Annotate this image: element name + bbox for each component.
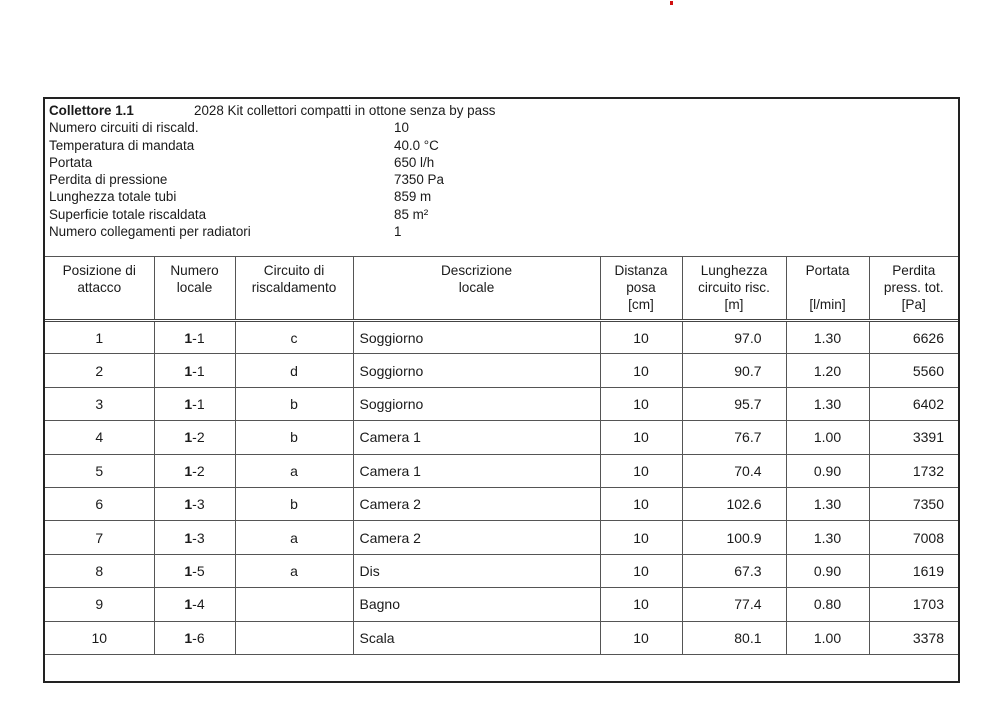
cell-flow-rate: 1.30 (786, 387, 869, 420)
room-number-main: 1 (184, 462, 193, 479)
cell-circuit-length: 90.7 (682, 354, 786, 387)
room-number-main: 1 (184, 529, 193, 546)
table-row (45, 588, 958, 621)
column-header-line: locale (458, 280, 495, 295)
cell-spacing: 10 (600, 554, 682, 587)
cell-room-description: Camera 2 (353, 487, 600, 520)
cell-spacing: 10 (600, 321, 682, 354)
column-header (353, 257, 600, 321)
room-number-main: 1 (184, 429, 193, 446)
room-number-suffix: -4 (192, 596, 205, 613)
cell-room-number (154, 487, 235, 520)
cell-spacing: 10 (600, 487, 682, 520)
room-number-suffix: -2 (192, 429, 205, 446)
cell-flow-rate: 0.90 (786, 554, 869, 587)
circuits-table (45, 256, 958, 655)
detail-row (45, 171, 958, 188)
column-header-line: [l/min] (809, 297, 846, 312)
detail-row (45, 223, 958, 240)
cell-pressure-loss: 3378 (869, 621, 958, 654)
column-header-line: Distanza (614, 263, 668, 278)
room-number-suffix: -5 (192, 562, 205, 579)
detail-label: Superficie totale riscaldata (49, 206, 207, 222)
collector-title: Collettore 1.1 (49, 103, 134, 118)
detail-label: Portata (49, 154, 93, 170)
cell-flow-rate: 1.00 (786, 421, 869, 454)
room-number-main: 1 (184, 329, 193, 346)
column-header-line: Perdita (892, 263, 936, 278)
room-number-suffix: -1 (192, 395, 205, 412)
room-number-main: 1 (184, 362, 193, 379)
table-row (45, 621, 958, 654)
table-row (45, 487, 958, 520)
table-row (45, 521, 958, 554)
cell-pressure-loss: 1619 (869, 554, 958, 587)
cell-flow-rate: 1.30 (786, 321, 869, 354)
column-header-line: circuito risc. (698, 280, 770, 295)
cell-spacing: 10 (600, 421, 682, 454)
detail-value: 7350 Pa (394, 172, 444, 188)
cell-spacing: 10 (600, 521, 682, 554)
collector-sheet (43, 97, 960, 683)
room-number-suffix: -6 (192, 629, 205, 646)
cell-room-number (154, 454, 235, 487)
detail-row (45, 119, 958, 136)
cell-flow-rate: 0.80 (786, 588, 869, 621)
cell-pressure-loss: 7350 (869, 487, 958, 520)
collector-product: 2028 Kit collettori compatti in ottone senza by pass (194, 103, 496, 118)
detail-row (45, 154, 958, 171)
column-header (45, 257, 154, 321)
cell-position: 6 (45, 487, 154, 520)
table-row (45, 554, 958, 587)
detail-label: Perdita di pressione (49, 172, 168, 188)
column-header-line: [m] (724, 297, 744, 312)
column-header (682, 257, 786, 321)
cell-circuit: a (235, 521, 353, 554)
detail-value: 85 m² (394, 206, 429, 222)
cell-circuit: a (235, 554, 353, 587)
cell-position: 3 (45, 387, 154, 420)
cell-spacing: 10 (600, 621, 682, 654)
column-header-line: posa (626, 280, 656, 295)
room-number-suffix: -3 (192, 496, 205, 513)
cell-circuit-length: 77.4 (682, 588, 786, 621)
room-number-main: 1 (184, 496, 193, 513)
room-number-suffix: -1 (192, 329, 205, 346)
column-header-line: press. tot. (883, 280, 944, 295)
table-body (45, 321, 958, 655)
cell-spacing: 10 (600, 387, 682, 420)
column-header-line: locale (176, 280, 213, 295)
cell-position: 4 (45, 421, 154, 454)
column-header (235, 257, 353, 321)
detail-value: 859 m (394, 189, 432, 205)
column-header (600, 257, 682, 321)
collector-title-row (45, 102, 958, 119)
column-header (869, 257, 958, 321)
room-number-suffix: -2 (192, 462, 205, 479)
cell-room-number (154, 354, 235, 387)
cell-position: 2 (45, 354, 154, 387)
cell-position: 5 (45, 454, 154, 487)
detail-value: 650 l/h (394, 154, 435, 170)
cell-pressure-loss: 6402 (869, 387, 958, 420)
column-header-line: Descrizione (440, 263, 512, 278)
column-header-line: [cm] (628, 297, 654, 312)
cell-room-description: Camera 1 (353, 421, 600, 454)
room-number-main: 1 (184, 629, 193, 646)
cell-circuit-length: 67.3 (682, 554, 786, 587)
cell-room-description: Dis (353, 554, 600, 587)
room-number-suffix: -1 (192, 362, 205, 379)
cell-circuit-length: 80.1 (682, 621, 786, 654)
cell-flow-rate: 1.30 (786, 487, 869, 520)
cell-room-description: Bagno (353, 588, 600, 621)
cell-position: 10 (45, 621, 154, 654)
cell-room-number (154, 387, 235, 420)
cell-circuit (235, 588, 353, 621)
detail-value: 1 (394, 224, 402, 240)
cell-room-description: Scala (353, 621, 600, 654)
detail-value: 10 (394, 120, 409, 136)
table-header-row (45, 257, 958, 321)
detail-label: Numero circuiti di riscald. (49, 120, 199, 136)
cell-position: 9 (45, 588, 154, 621)
cell-pressure-loss: 1732 (869, 454, 958, 487)
cell-spacing: 10 (600, 588, 682, 621)
cell-flow-rate: 0.90 (786, 454, 869, 487)
detail-value: 40.0 °C (394, 137, 439, 153)
column-header-line: Posizione di (62, 263, 136, 278)
cell-flow-rate: 1.30 (786, 521, 869, 554)
cell-circuit: d (235, 354, 353, 387)
column-header-line: Numero (170, 263, 219, 278)
cell-circuit: c (235, 321, 353, 354)
table-row (45, 354, 958, 387)
detail-row (45, 188, 958, 205)
table-row (45, 421, 958, 454)
detail-label: Lunghezza totale tubi (49, 189, 177, 205)
collector-info (45, 99, 958, 256)
room-number-main: 1 (184, 596, 193, 613)
cell-room-number (154, 321, 235, 354)
column-header-line: riscaldamento (251, 280, 337, 295)
cell-pressure-loss: 1703 (869, 588, 958, 621)
detail-label: Temperatura di mandata (49, 137, 195, 153)
column-header-line: Circuito di (263, 263, 325, 278)
cell-circuit-length: 100.9 (682, 521, 786, 554)
cell-room-description: Camera 2 (353, 521, 600, 554)
cell-circuit: b (235, 421, 353, 454)
room-number-main: 1 (184, 395, 193, 412)
column-header-line: attacco (77, 280, 122, 295)
column-header-line: [Pa] (901, 297, 926, 312)
cell-room-number (154, 588, 235, 621)
table-row (45, 454, 958, 487)
collector-details (45, 119, 958, 240)
cell-room-number (154, 621, 235, 654)
cell-pressure-loss: 3391 (869, 421, 958, 454)
column-header (786, 257, 869, 321)
cell-spacing: 10 (600, 454, 682, 487)
column-header-line: Portata (805, 263, 850, 278)
detail-row (45, 206, 958, 223)
red-dot-mark (670, 1, 673, 5)
cell-room-description: Camera 1 (353, 454, 600, 487)
cell-position: 1 (45, 321, 154, 354)
cell-circuit: b (235, 387, 353, 420)
cell-position: 7 (45, 521, 154, 554)
detail-label: Numero collegamenti per radiatori (49, 224, 251, 240)
cell-flow-rate: 1.00 (786, 621, 869, 654)
cell-circuit (235, 621, 353, 654)
cell-room-number (154, 421, 235, 454)
cell-circuit: b (235, 487, 353, 520)
column-header (154, 257, 235, 321)
cell-flow-rate: 1.20 (786, 354, 869, 387)
cell-room-description: Soggiorno (353, 354, 600, 387)
cell-circuit: a (235, 454, 353, 487)
cell-circuit-length: 102.6 (682, 487, 786, 520)
cell-pressure-loss: 6626 (869, 321, 958, 354)
cell-pressure-loss: 7008 (869, 521, 958, 554)
room-number-main: 1 (184, 562, 193, 579)
room-number-suffix: -3 (192, 529, 205, 546)
cell-room-number (154, 554, 235, 587)
cell-spacing: 10 (600, 354, 682, 387)
cell-room-description: Soggiorno (353, 321, 600, 354)
cell-pressure-loss: 5560 (869, 354, 958, 387)
detail-row (45, 137, 958, 154)
cell-room-description: Soggiorno (353, 387, 600, 420)
column-header-line: Lunghezza (700, 263, 768, 278)
table-row (45, 387, 958, 420)
column-header-line (787, 279, 869, 296)
table-row (45, 321, 958, 354)
cell-room-number (154, 521, 235, 554)
cell-circuit-length: 70.4 (682, 454, 786, 487)
cell-circuit-length: 76.7 (682, 421, 786, 454)
cell-circuit-length: 97.0 (682, 321, 786, 354)
cell-circuit-length: 95.7 (682, 387, 786, 420)
cell-position: 8 (45, 554, 154, 587)
